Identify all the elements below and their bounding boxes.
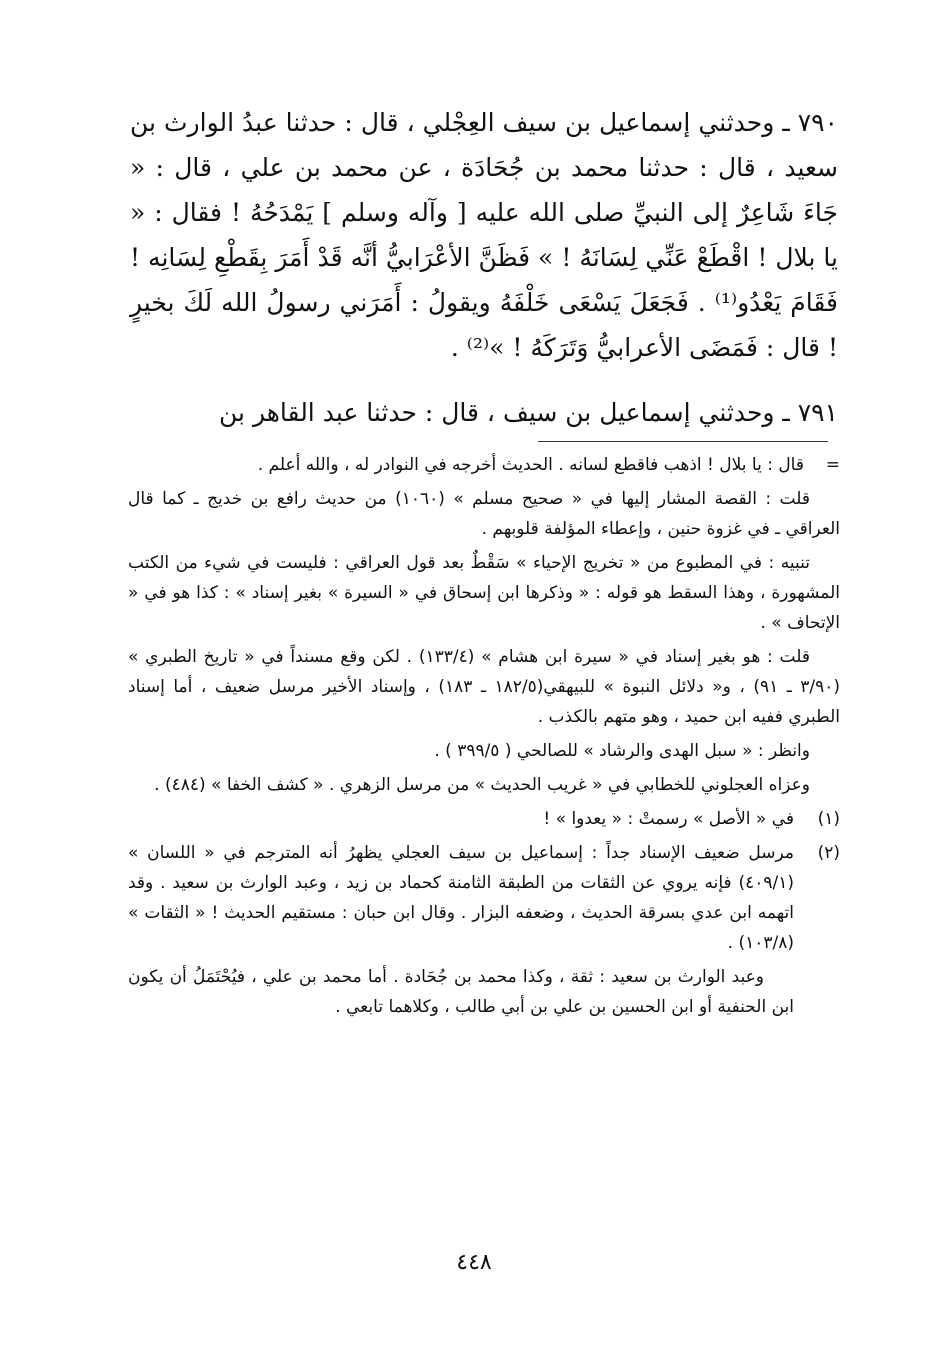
footnotes-area: [128, 450, 840, 1026]
note-continuation-text: قال : يا بلال ! اذهب فاقطع لسانه . الحديث أخرجه في النوادر له ، والله أعلم .: [257, 455, 804, 475]
footnote-number: (١): [817, 809, 840, 829]
footnote-text: مرسل ضعيف الإسناد جداً : إسماعيل بن سيف العجلي يظهرُ أنه المترجم في « اللسان » (٤٠٩/١) فإنه يروي عن الثقات من الطبقة الثامنة كحماد بن زيد ، وعبد الوارث بن سعيد . وقد اتهمه ابن عدي بسرقة الحديث ، وضعفه البزار . وقال ابن حبان : مستقيم الحديث ! « الثقات » (١٠٣/٨) .: [128, 843, 794, 953]
hadith-791: ٧٩١ ـ وحدثني إسماعيل بن سيف ، قال : حدثنا عبد القاهر بن: [219, 398, 838, 427]
hadith-text: [130, 100, 838, 435]
note-paragraph: وعزاه العجلوني للخطابي في « غريب الحديث » من مرسل الزهري . « كشف الخفا » (٤٨٤) .: [154, 775, 810, 795]
footnote-text: في « الأصل » رسمتْ : « يعدوا » !: [543, 809, 794, 829]
footnote-1: [128, 804, 840, 834]
note-paragraph: قلت : القصة المشار إليها في « صحيح مسلم » (١٠٦٠) من حديث رافع بن خديج ـ كما قال العراقي ـ في غزوة حنين ، وإعطاء المؤلفة قلوبهم .: [128, 489, 840, 539]
note-continuation: [128, 450, 840, 480]
footnote-number: (٢): [817, 843, 840, 863]
footnote-separator: [538, 441, 828, 442]
note-paragraph: وانظر : « سبل الهدى والرشاد » للصالحي ( ٣٩٩/٥ ) .: [434, 741, 810, 761]
continuation-marker: =: [825, 455, 840, 475]
note-paragraph: قلت : هو بغير إسناد في « سيرة ابن هشام » (١٣٣/٤) . لكن وقع مسنداً في « تاريخ الطبري » (٣/٩٠ ـ ٩١) ، و« دلائل النبوة » للبيهقي(١٨٢/٥ ـ ١٨٣) ، وإسناد الأخير مرسل ضعيف ، أما إسناد الطبري ففيه ابن حميد ، وهو متهم بالكذب .: [128, 647, 840, 727]
footnote-2: [128, 838, 840, 958]
hadith-790: ٧٩٠ ـ وحدثني إسماعيل بن سيف العِجْلي ، قال : حدثنا عبدُ الوارث بن سعيد ، قال : حدثنا محمد بن جُحَادَة ، عن محمد بن علي ، قال : « جَاءَ شَاعِرٌ إلى النبيِّ صلى الله عليه [ وآله وسلم ] يَمْدَحُهُ ! فقال : « يا بلال ! اقْطَعْ عَنِّي لِسَانَهُ ! » فَظَنَّ الأعْرَابيُّ أنَّه قَدْ أَمَرَ بِقَطْعِ لِسَانِه ! فَقَامَ يَعْدُو⁽¹⁾ . فَجَعَلَ يَسْعَى خَلْفَهُ ويقولُ : أَمَرَني رسولُ الله لَكَ بخيرٍ ! قال : فَمَضَى الأعرابيُّ وَتَرَكَهُ ! »⁽²⁾ .: [130, 108, 839, 362]
note-paragraph: تنبيه : في المطبوع من « تخريج الإحياء » سَقْطٌ بعد قول العراقي : فليست في شيء من الكتب المشهورة ، وهذا السقط هو قوله : « وذكرها ابن إسحاق في « السيرة » بغير إسناد » : كذا هو في « الإتحاف » .: [128, 553, 840, 633]
page-number: ٤٤٨: [456, 1250, 492, 1275]
footnote-2-continuation: وعبد الوارث بن سعيد : ثقة ، وكذا محمد بن جُحَادة . أما محمد بن علي ، فيُحْتَمَلُ أن يكون ابن الحنفية أو ابن الحسين بن علي بن أبي طالب ، وكلاهما تابعي .: [128, 967, 794, 1017]
